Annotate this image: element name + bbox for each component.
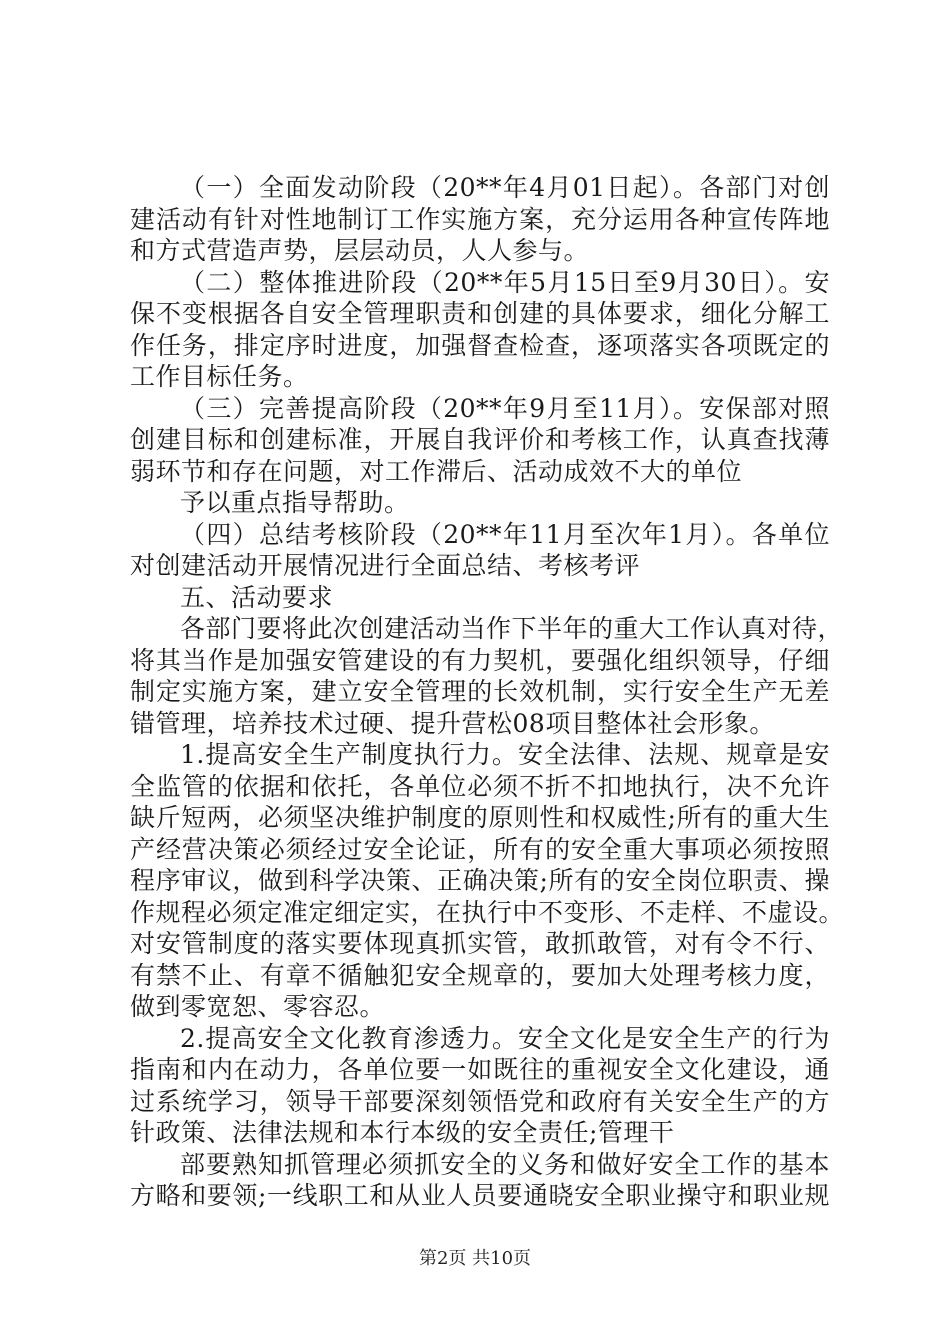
text-line: 各部门要将此次创建活动当作下半年的重大工作认真对待， (180, 614, 844, 643)
text-line: 工作目标任务。 (130, 362, 309, 391)
text-line: 做到零宽恕、零容忍。 (130, 992, 386, 1021)
text-line: 方略和要领;一线职工和从业人员要通晓安全职业操守和职业规 (130, 1181, 830, 1210)
text-line: 保不变根据各自安全管理职责和创建的具体要求，细化分解工 (130, 299, 830, 328)
paragraph (130, 519, 830, 582)
paragraph (130, 393, 830, 488)
text-line: 过系统学习，领导干部要深刻领悟党和政府有关安全生产的方 (130, 1086, 830, 1116)
text-line: 1.提高安全生产制度执行力。安全法律、法规、规章是安 (180, 740, 830, 769)
section-heading (130, 582, 830, 614)
text-line: 缺斤短两，必须坚决维护制度的原则性和权威性;所有的重大生 (130, 803, 830, 832)
text-line: 部要熟知抓管理必须抓安全的义务和做好安全工作的基本 (180, 1149, 830, 1179)
text-line: 有禁不止、有章不循触犯安全规章的，要加大处理考核力度， (130, 960, 830, 990)
text-line: （四）总结考核阶段（20**年11月至次年1月）。各单位 (180, 519, 830, 549)
text-line: 弱环节和存在问题，对工作滞后、活动成效不大的单位 (130, 456, 743, 486)
document-body (130, 172, 845, 1212)
text-line: 和方式营造声势，层层动员，人人参与。 (130, 236, 590, 265)
paragraph (130, 1023, 830, 1149)
paragraph (130, 487, 830, 519)
text-line: 制定实施方案，建立安全管理的长效机制，实行安全生产无差 (130, 677, 830, 706)
paragraph (130, 739, 845, 1023)
text-line: （二）整体推进阶段（20**年5月15日至9月30日）。安 (180, 267, 830, 297)
text-line: 作规程必须定准定细定实，在执行中不变形、不走样、不虚设。 (130, 897, 845, 927)
paragraph (130, 1149, 830, 1212)
text-line: 程序审议，做到科学决策、正确决策;所有的安全岗位职责、操 (130, 866, 830, 895)
text-line: 五、活动要求 (180, 582, 334, 612)
paragraph (130, 613, 844, 739)
text-line: 对创建活动开展情况进行全面总结、考核考评 (130, 551, 641, 580)
text-line: 错管理，培养技术过硬、提升营松08项目整体社会形象。 (130, 708, 775, 738)
paragraph (130, 172, 830, 267)
text-line: 创建目标和创建标准，开展自我评价和考核工作，认真查找薄 (130, 425, 830, 454)
text-line: 予以重点指导帮助。 (180, 488, 410, 517)
text-line: 产经营决策必须经过安全论证，所有的安全重大事项必须按照 (130, 834, 830, 864)
paragraph (130, 267, 830, 393)
text-line: 全监管的依据和依托，各单位必须不折不扣地执行，决不允许 (130, 771, 830, 801)
text-line: 作任务，排定序时进度，加强督查检查，逐项落实各项既定的 (130, 330, 830, 360)
text-line: （三）完善提高阶段（20**年9月至11月）。安保部对照 (180, 393, 830, 423)
text-line: （一）全面发动阶段（20**年4月01日起）。各部门对创 (180, 173, 830, 202)
text-line: 针政策、法律法规和本行本级的安全责任;管理干 (130, 1118, 675, 1147)
text-line: 对安管制度的落实要体现真抓实管，敢抓敢管，对有令不行、 (130, 929, 830, 958)
text-line: 2.提高安全文化教育渗透力。安全文化是安全生产的行为 (180, 1023, 830, 1053)
text-line: 指南和内在动力，各单位要一如既往的重视安全文化建设，通 (130, 1055, 830, 1084)
text-line: 将其当作是加强安管建设的有力契机，要强化组织领导，仔细 (130, 645, 830, 675)
page-number-footer: 第2页 共10页 (418, 1248, 532, 1269)
text-line: 建活动有针对性地制订工作实施方案，充分运用各种宣传阵地 (130, 204, 830, 234)
